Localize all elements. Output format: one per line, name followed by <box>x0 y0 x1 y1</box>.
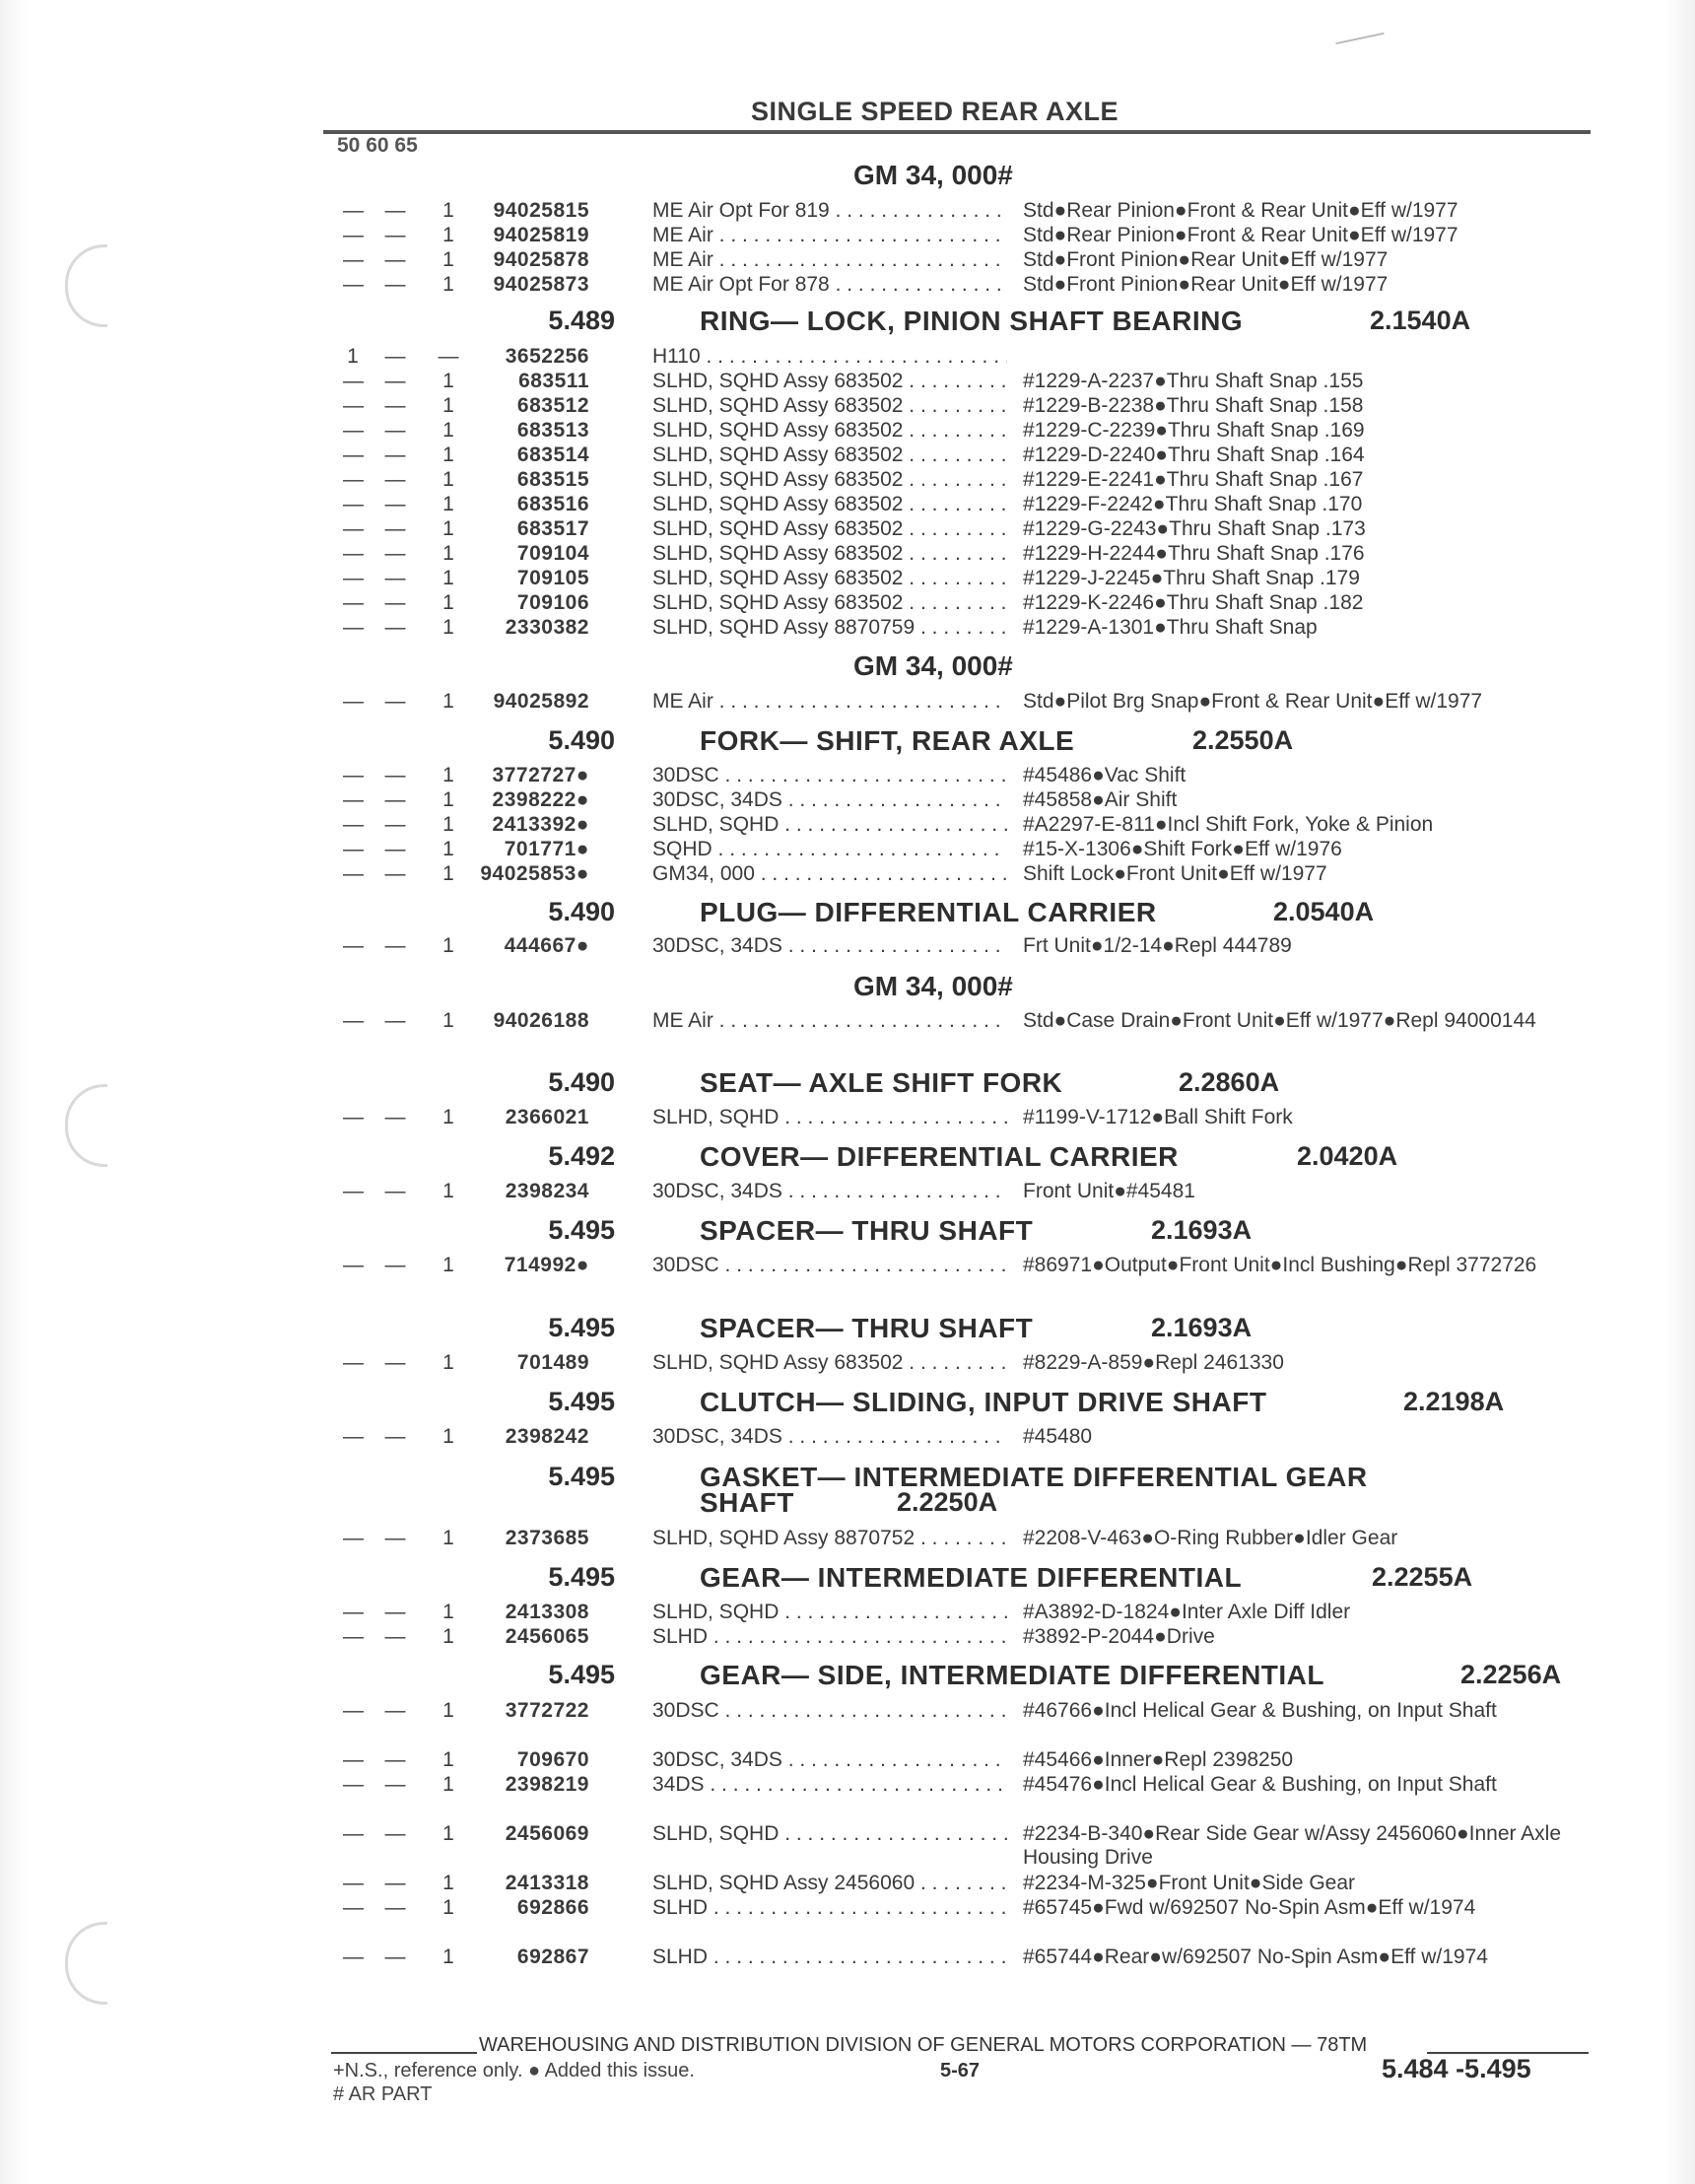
remarks: #2208-V-463●O-Ring Rubber●Idler Gear <box>1023 1527 1398 1549</box>
remarks: Std●Front Pinion●Rear Unit●Eff w/1977 <box>1023 273 1389 296</box>
part-number: 2413318 <box>505 1872 589 1894</box>
model-60-qty: — <box>384 591 406 614</box>
application: H110 . . . <box>652 345 1007 369</box>
model-50-qty: — <box>343 1254 364 1276</box>
model-60-qty: — <box>384 1699 406 1722</box>
section-code: 2.2256A <box>1460 1660 1562 1689</box>
remarks: #65744●Rear●w/692507 No-Spin Asm●Eff w/1974 <box>1023 1945 1488 1968</box>
model-65-qty: 1 <box>442 1527 454 1549</box>
section-name: RING— LOCK, PINION SHAFT BEARING <box>700 306 1244 336</box>
section-number: 5.489 <box>548 306 615 335</box>
model-50-qty: — <box>343 517 364 540</box>
part-number: 692867 <box>516 1945 589 1968</box>
part-number: 701489 <box>516 1351 589 1374</box>
remarks: Std●Rear Pinion●Front & Rear Unit●Eff w/1977 <box>1023 199 1458 222</box>
remarks: #65745●Fwd w/692507 No-Spin Asm●Eff w/1974 <box>1023 1896 1476 1919</box>
model-65-qty: 1 <box>442 1009 454 1032</box>
section-number: 5.490 <box>548 725 615 755</box>
remarks: #1199-V-1712●Ball Shift Fork <box>1023 1106 1293 1128</box>
part-number: 2456069 <box>505 1822 589 1845</box>
model-65-qty: 1 <box>442 224 454 246</box>
model-60-qty: — <box>384 1896 406 1919</box>
part-number: 2398219 <box>505 1773 589 1796</box>
model-50-qty: — <box>343 1425 364 1448</box>
remarks: #1229-K-2246●Thru Shaft Snap .182 <box>1023 591 1364 614</box>
model-65-qty: 1 <box>442 813 454 836</box>
model-65-qty: 1 <box>442 838 454 860</box>
part-number: 714992● <box>504 1254 589 1276</box>
section-name: PLUG— DIFFERENTIAL CARRIER <box>700 897 1157 927</box>
model-60-qty: — <box>384 1773 406 1796</box>
section-number: 5.495 <box>548 1387 615 1416</box>
part-number: 2330382 <box>505 616 589 639</box>
section-name: SPACER— THRU SHAFT <box>700 1313 1034 1343</box>
model-50-qty: — <box>343 394 364 417</box>
model-65-qty: 1 <box>442 1425 454 1448</box>
model-60-qty: — <box>384 493 406 515</box>
application: SLHD, SQHD Assy 683502 . . . <box>652 468 1007 492</box>
remarks: #8229-A-859●Repl 2461330 <box>1023 1351 1284 1374</box>
part-number: 94025878 <box>493 248 589 271</box>
part-number: 683515 <box>516 468 589 491</box>
model-60-qty: — <box>384 1106 406 1128</box>
remarks: #1229-F-2242●Thru Shaft Snap .170 <box>1023 493 1363 515</box>
model-50-qty: — <box>343 248 364 271</box>
model-65-qty: 1 <box>442 273 454 296</box>
remarks: Front Unit●#45481 <box>1023 1180 1195 1202</box>
application: SLHD, SQHD Assy 683502 . . . <box>652 567 1007 590</box>
model-60-qty: — <box>384 444 406 466</box>
section-code: 2.2250A <box>897 1487 998 1517</box>
section-code: 2.0420A <box>1297 1141 1398 1171</box>
part-number: 2366021 <box>505 1106 589 1128</box>
application: SLHD, SQHD Assy 683502 . . . <box>652 1351 1007 1375</box>
page-title: SINGLE SPEED REAR AXLE <box>751 97 1119 126</box>
part-number: 683514 <box>516 444 589 466</box>
title-rule <box>323 130 1591 134</box>
application: ME Air . . . <box>652 1009 1007 1033</box>
remarks: Std●Case Drain●Front Unit●Eff w/1977●Repl 94000144 <box>1023 1009 1536 1032</box>
part-number: 709104 <box>516 542 589 565</box>
model-65-qty: 1 <box>442 1254 454 1276</box>
model-60-qty: — <box>384 224 406 246</box>
model-65-qty: 1 <box>442 468 454 491</box>
remarks: #86971●Output●Front Unit●Incl Bushing●Repl 3772726 <box>1023 1254 1537 1276</box>
model-50-qty: — <box>343 1872 364 1894</box>
model-50-qty: — <box>343 1527 364 1549</box>
model-65-qty: 1 <box>442 591 454 614</box>
model-65-qty: 1 <box>442 934 454 957</box>
section-name: FORK— SHIFT, REAR AXLE <box>700 725 1075 756</box>
gm-subheading: GM 34, 000# <box>853 650 1013 681</box>
part-number: 709105 <box>516 567 589 589</box>
remarks: #45486●Vac Shift <box>1023 764 1186 786</box>
remarks: Std●Front Pinion●Rear Unit●Eff w/1977 <box>1023 248 1389 271</box>
model-60-qty: — <box>384 1822 406 1845</box>
model-50-qty: — <box>343 493 364 515</box>
application: 30DSC . . . <box>652 764 1007 787</box>
section-name: GEAR— INTERMEDIATE DIFFERENTIAL <box>700 1562 1243 1593</box>
part-number: 683511 <box>518 370 589 392</box>
gm-subheading: GM 34, 000# <box>853 971 1013 1001</box>
part-number: 2413392● <box>492 813 589 836</box>
remarks: Std●Rear Pinion●Front & Rear Unit●Eff w/1977 <box>1023 224 1458 246</box>
application: SLHD, SQHD Assy 8870752 . . . <box>652 1527 1007 1550</box>
remarks: #3892-P-2044●Drive <box>1023 1625 1215 1648</box>
part-number: 2413308 <box>505 1601 589 1623</box>
remarks: #1229-H-2244●Thru Shaft Snap .176 <box>1023 542 1365 565</box>
section-number: 5.495 <box>548 1462 615 1491</box>
part-number: 683513 <box>516 419 589 442</box>
application: SLHD, SQHD . . . <box>652 1601 1007 1624</box>
model-50-qty: — <box>343 591 364 614</box>
remarks: #1229-C-2239●Thru Shaft Snap .169 <box>1023 419 1365 442</box>
part-number: 94025815 <box>493 199 589 222</box>
application: 30DSC, 34DS . . . <box>652 1748 1007 1772</box>
model-50-qty: — <box>343 444 364 466</box>
application: GM34, 000 . . . <box>652 862 1007 886</box>
application: SLHD . . . <box>652 1945 1007 1969</box>
model-60-qty: — <box>384 1009 406 1032</box>
application: SLHD, SQHD Assy 8870759 . . . <box>652 616 1007 640</box>
part-number: 94025873 <box>493 273 589 296</box>
model-60-qty: — <box>384 1527 406 1549</box>
part-number: 709670 <box>516 1748 589 1771</box>
part-number: 94026188 <box>493 1009 589 1032</box>
application: SLHD, SQHD . . . <box>652 1822 1007 1846</box>
model-50-qty: — <box>343 1601 364 1623</box>
section-number: 5.495 <box>548 1313 615 1342</box>
model-65-qty: 1 <box>442 690 454 713</box>
remarks: Std●Pilot Brg Snap●Front & Rear Unit●Eff w/1977 <box>1023 690 1483 713</box>
model-60-qty: — <box>384 1625 406 1648</box>
model-50-qty: — <box>343 1699 364 1722</box>
remarks: Frt Unit●1/2-14●Repl 444789 <box>1023 934 1292 957</box>
model-50-qty: — <box>343 934 364 957</box>
application: 30DSC . . . <box>652 1699 1007 1723</box>
model-60-qty: — <box>384 616 406 639</box>
model-50-qty: — <box>343 690 364 713</box>
model-65-qty: 1 <box>442 370 454 392</box>
model-50-qty: — <box>343 1822 364 1845</box>
application: SLHD, SQHD Assy 2456060 . . . <box>652 1872 1007 1895</box>
model-50-qty: — <box>343 273 364 296</box>
remarks: #45858●Air Shift <box>1023 788 1178 811</box>
remarks: #2234-B-340●Rear Side Gear w/Assy 2456060●Inner Axle Housing Drive <box>1023 1822 1562 1869</box>
part-number: 444667● <box>504 934 589 957</box>
application: 30DSC . . . <box>652 1254 1007 1277</box>
model-50-qty: — <box>343 1945 364 1968</box>
model-60-qty: — <box>384 370 406 392</box>
application: SLHD . . . <box>652 1896 1007 1920</box>
application: SLHD, SQHD . . . <box>652 813 1007 837</box>
remarks: #1229-J-2245●Thru Shaft Snap .179 <box>1023 567 1360 589</box>
model-65-qty: 1 <box>442 788 454 811</box>
remarks: #A3892-D-1824●Inter Axle Diff Idler <box>1023 1601 1351 1623</box>
part-number: 701771● <box>504 838 589 860</box>
model-65-qty: 1 <box>442 1699 454 1722</box>
part-number: 2398234 <box>505 1180 589 1202</box>
remarks: #1229-G-2243●Thru Shaft Snap .173 <box>1023 517 1366 540</box>
model-50-qty: — <box>343 1180 364 1202</box>
part-number: 2398242 <box>505 1425 589 1448</box>
section-number: 5.492 <box>548 1141 615 1171</box>
model-column-header: 50 60 65 <box>337 134 418 157</box>
section-name: CLUTCH— SLIDING, INPUT DRIVE SHAFT <box>700 1387 1267 1417</box>
model-50-qty: — <box>343 542 364 565</box>
model-60-qty: — <box>384 1425 406 1448</box>
remarks: #45476●Incl Helical Gear & Bushing, on Input Shaft <box>1023 1773 1497 1796</box>
model-50-qty: — <box>343 224 364 246</box>
model-50-qty: — <box>343 419 364 442</box>
model-65-qty: 1 <box>442 248 454 271</box>
application: ME Air Opt For 819 . . . <box>652 199 1007 223</box>
model-65-qty: 1 <box>442 419 454 442</box>
remarks: #1229-D-2240●Thru Shaft Snap .164 <box>1023 444 1365 466</box>
application: 34DS . . . <box>652 1773 1007 1797</box>
part-number: 683512 <box>516 394 589 417</box>
model-65-qty: 1 <box>442 1896 454 1919</box>
section-name: SPACER— THRU SHAFT <box>700 1215 1034 1246</box>
model-50-qty: — <box>343 567 364 589</box>
section-code: 2.2550A <box>1192 725 1294 755</box>
model-60-qty: — <box>384 1601 406 1623</box>
footer-rule-left <box>331 2052 477 2054</box>
model-65-qty: — <box>438 345 459 368</box>
footer-legend: +N.S., reference only. ● Added this issue. <box>333 2060 695 2082</box>
part-number: 3652256 <box>505 345 589 368</box>
application: ME Air . . . <box>652 224 1007 247</box>
model-65-qty: 1 <box>442 1945 454 1968</box>
model-65-qty: 1 <box>442 493 454 515</box>
model-65-qty: 1 <box>442 1773 454 1796</box>
model-60-qty: — <box>384 813 406 836</box>
remarks: Shift Lock●Front Unit●Eff w/1977 <box>1023 862 1327 885</box>
application: 30DSC, 34DS . . . <box>652 1425 1007 1449</box>
application: SLHD, SQHD Assy 683502 . . . <box>652 493 1007 516</box>
model-60-qty: — <box>384 248 406 271</box>
model-60-qty: — <box>384 862 406 885</box>
application: SLHD, SQHD Assy 683502 . . . <box>652 394 1007 418</box>
model-50-qty: — <box>343 1773 364 1796</box>
section-code: 2.2198A <box>1403 1387 1505 1416</box>
section-number: 5.495 <box>548 1562 615 1592</box>
model-60-qty: — <box>384 1180 406 1202</box>
section-number: 5.495 <box>548 1660 615 1689</box>
model-65-qty: 1 <box>442 616 454 639</box>
model-50-qty: — <box>343 1106 364 1128</box>
footer-division-line: WAREHOUSING AND DISTRIBUTION DIVISION OF GENERAL MOTORS CORPORATION — 78TM <box>479 2034 1368 2056</box>
section-name: SEAT— AXLE SHIFT FORK <box>700 1067 1063 1098</box>
model-65-qty: 1 <box>442 1106 454 1128</box>
application: 30DSC, 34DS . . . <box>652 1180 1007 1203</box>
model-60-qty: — <box>384 1351 406 1374</box>
footer-ar-part-note: # AR PART <box>333 2083 433 2105</box>
remarks: #A2297-E-811●Incl Shift Fork, Yoke & Pinion <box>1023 813 1434 836</box>
section-code: 2.0540A <box>1273 897 1375 926</box>
remarks: #1229-B-2238●Thru Shaft Snap .158 <box>1023 394 1364 417</box>
model-60-qty: — <box>384 764 406 786</box>
page-range: 5.484 -5.495 <box>1382 2054 1531 2083</box>
application: SLHD, SQHD Assy 683502 . . . <box>652 542 1007 566</box>
part-number: 692866 <box>516 1896 589 1919</box>
model-60-qty: — <box>384 542 406 565</box>
model-50-qty: — <box>343 813 364 836</box>
application: 30DSC, 34DS . . . <box>652 934 1007 958</box>
model-65-qty: 1 <box>442 199 454 222</box>
model-50-qty: — <box>343 1009 364 1032</box>
model-65-qty: 1 <box>442 1601 454 1623</box>
model-50-qty: — <box>343 764 364 786</box>
section-name: GEAR— SIDE, INTERMEDIATE DIFFERENTIAL <box>700 1660 1324 1690</box>
application: ME Air . . . <box>652 248 1007 272</box>
model-60-qty: — <box>384 1254 406 1276</box>
model-65-qty: 1 <box>442 1625 454 1648</box>
model-65-qty: 1 <box>442 542 454 565</box>
application: SLHD, SQHD Assy 683502 . . . <box>652 419 1007 443</box>
model-50-qty: — <box>343 370 364 392</box>
part-number: 683517 <box>516 517 589 540</box>
model-65-qty: 1 <box>442 1822 454 1845</box>
model-65-qty: 1 <box>442 394 454 417</box>
part-number: 2398222● <box>492 788 589 811</box>
model-65-qty: 1 <box>442 517 454 540</box>
model-50-qty: — <box>343 616 364 639</box>
part-number: 3772722 <box>505 1699 589 1722</box>
model-60-qty: — <box>384 567 406 589</box>
section-name-continued: SHAFT <box>700 1487 794 1518</box>
application: ME Air Opt For 878 . . . <box>652 273 1007 297</box>
model-60-qty: — <box>384 1872 406 1894</box>
model-60-qty: — <box>384 419 406 442</box>
model-60-qty: — <box>384 1748 406 1771</box>
section-name: COVER— DIFFERENTIAL CARRIER <box>700 1141 1179 1172</box>
remarks: #1229-A-1301●Thru Shaft Snap <box>1023 616 1318 639</box>
remarks: #1229-A-2237●Thru Shaft Snap .155 <box>1023 370 1364 392</box>
model-65-qty: 1 <box>442 444 454 466</box>
model-60-qty: — <box>384 1945 406 1968</box>
part-number: 94025819 <box>493 224 589 246</box>
model-50-qty: — <box>343 1896 364 1919</box>
gm-subheading: GM 34, 000# <box>853 160 1013 190</box>
application: SLHD, SQHD Assy 683502 . . . <box>652 370 1007 393</box>
model-50-qty: — <box>343 788 364 811</box>
model-60-qty: — <box>384 934 406 957</box>
model-60-qty: — <box>384 517 406 540</box>
model-50-qty: — <box>343 1351 364 1374</box>
section-code: 2.1693A <box>1151 1313 1253 1342</box>
model-65-qty: 1 <box>442 1872 454 1894</box>
model-60-qty: — <box>384 838 406 860</box>
part-number: 2373685 <box>505 1527 589 1549</box>
application: 30DSC, 34DS . . . <box>652 788 1007 812</box>
remarks: #15-X-1306●Shift Fork●Eff w/1976 <box>1023 838 1342 860</box>
model-65-qty: 1 <box>442 1180 454 1202</box>
section-number: 5.490 <box>548 1067 615 1097</box>
model-65-qty: 1 <box>442 764 454 786</box>
model-60-qty: — <box>384 394 406 417</box>
section-code: 2.2255A <box>1372 1562 1473 1592</box>
model-50-qty: — <box>343 199 364 222</box>
model-65-qty: 1 <box>442 567 454 589</box>
model-60-qty: — <box>384 273 406 296</box>
section-number: 5.495 <box>548 1215 615 1245</box>
model-50-qty: — <box>343 468 364 491</box>
remarks: #46766●Incl Helical Gear & Bushing, on Input Shaft <box>1023 1699 1497 1722</box>
model-50-qty: 1 <box>347 345 359 368</box>
part-number: 709106 <box>516 591 589 614</box>
part-number: 94025853● <box>480 862 589 885</box>
model-60-qty: — <box>384 345 406 368</box>
section-code: 2.2860A <box>1179 1067 1280 1097</box>
section-name: GASKET— INTERMEDIATE DIFFERENTIAL GEAR <box>700 1462 1368 1492</box>
model-65-qty: 1 <box>442 862 454 885</box>
section-code: 2.1693A <box>1151 1215 1253 1245</box>
model-65-qty: 1 <box>442 1748 454 1771</box>
remarks: #1229-E-2241●Thru Shaft Snap .167 <box>1023 468 1364 491</box>
model-65-qty: 1 <box>442 1351 454 1374</box>
model-60-qty: — <box>384 690 406 713</box>
application: SLHD, SQHD . . . <box>652 1106 1007 1129</box>
application: SLHD, SQHD Assy 683502 . . . <box>652 444 1007 467</box>
part-number: 2456065 <box>505 1625 589 1648</box>
model-50-qty: — <box>343 1625 364 1648</box>
section-number: 5.490 <box>548 897 615 926</box>
part-number: 94025892 <box>493 690 589 713</box>
model-50-qty: — <box>343 838 364 860</box>
application: SLHD . . . <box>652 1625 1007 1649</box>
model-60-qty: — <box>384 199 406 222</box>
model-60-qty: — <box>384 468 406 491</box>
model-50-qty: — <box>343 862 364 885</box>
part-number: 3772727● <box>492 764 589 786</box>
model-50-qty: — <box>343 1748 364 1771</box>
page-number: 5-67 <box>940 2060 981 2082</box>
section-code: 2.1540A <box>1370 306 1471 335</box>
application: ME Air . . . <box>652 690 1007 714</box>
application: SLHD, SQHD Assy 683502 . . . <box>652 517 1007 541</box>
model-60-qty: — <box>384 788 406 811</box>
remarks: #2234-M-325●Front Unit●Side Gear <box>1023 1872 1356 1894</box>
remarks: #45480 <box>1023 1425 1093 1448</box>
remarks: #45466●Inner●Repl 2398250 <box>1023 1748 1294 1771</box>
part-number: 683516 <box>516 493 589 515</box>
application: SQHD . . . <box>652 838 1007 861</box>
application: SLHD, SQHD Assy 683502 . . . <box>652 591 1007 615</box>
